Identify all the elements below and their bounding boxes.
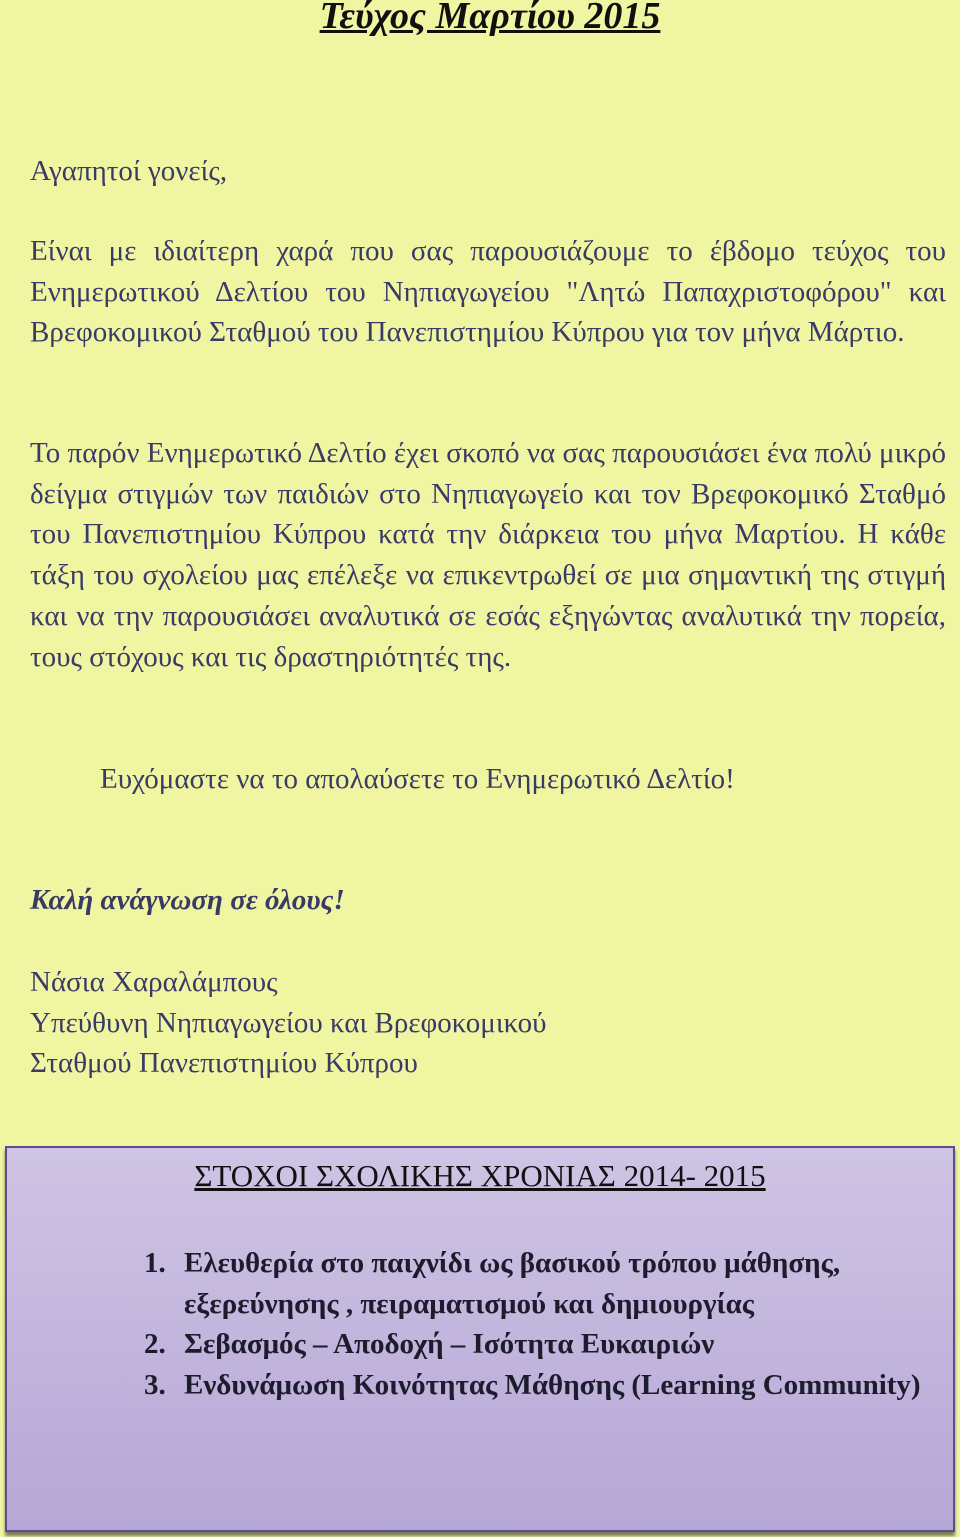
wish-line: Ευχόμαστε να το απολαύσετε το Ενημερωτικό Δελτίο!: [100, 763, 735, 795]
goal-number: 1.: [144, 1247, 166, 1279]
goal-number: 2.: [144, 1328, 166, 1361]
goals-title: ΣΤΟΧΟΙ ΣΧΟΛΙΚΗΣ ΧΡΟΝΙΑΣ 2014- 2015: [194, 1158, 766, 1193]
intro-paragraph: Είναι με ιδιαίτερη χαρά που σας παρουσιάζουμε το έβδομο τεύχος του Ενημερωτικού Δελτίου του Νηπιαγωγείου "Λητώ Παπαχριστοφόρου" και Βρεφοκομικού Σταθμού του Πανεπιστημίου Κύπρου για τον μήνα Μάρτιο.: [30, 235, 946, 349]
newsletter-title: Τεύχος Μαρτίου 2015: [319, 0, 661, 37]
closing-line: Καλή ανάγνωση σε όλους!: [30, 884, 345, 916]
goal-number: 3.: [144, 1369, 166, 1402]
goal-item: [144, 1324, 924, 1365]
school-year-goals-box: [5, 1146, 955, 1532]
signature-name: Νάσια Χαραλάμπους: [30, 966, 278, 998]
goal-text: Ελευθερία στο παιχνίδι ως βασικού τρόπου μάθησης, εξερεύνησης , πειραματισμού και δημιουργίας: [184, 1247, 841, 1320]
signature-role-line-2: Σταθμού Πανεπιστημίου Κύπρου: [30, 1047, 418, 1080]
signature-block: [30, 962, 946, 1084]
goal-text: Σεβασμός – Αποδοχή – Ισότητα Ευκαιριών: [184, 1328, 715, 1361]
signature-role-line-1: Υπεύθυνη Νηπιαγωγείου και Βρεφοκομικού: [30, 1006, 547, 1039]
goal-text: Ενδυνάμωση Κοινότητας Μάθησης (Learning Community): [184, 1369, 921, 1402]
purpose-paragraph: Το παρόν Ενημερωτικό Δελτίο έχει σκοπό να σας παρουσιάσει ένα πολύ μικρό δείγμα στιγμών των παιδιών στο Νηπιαγωγείο και τον Βρεφοκομικό Σταθμό του Πανεπιστημίου Κύπρου κατά την διάρκεια του μήνα Μαρτίου. Η κάθε τάξη του σχολείου μας επέλεξε να επικεντρωθεί σε μια σημαντική της στιγμή και να την παρουσιάσει αναλυτικά σε εσάς εξηγώντας αναλυτικά την πορεία, τους στόχους και τις δραστηριότητές της.: [30, 437, 946, 673]
goals-list: [144, 1243, 924, 1406]
goal-item: [144, 1243, 924, 1324]
goal-item: [144, 1365, 924, 1406]
greeting: Αγαπητοί γονείς,: [30, 155, 228, 187]
